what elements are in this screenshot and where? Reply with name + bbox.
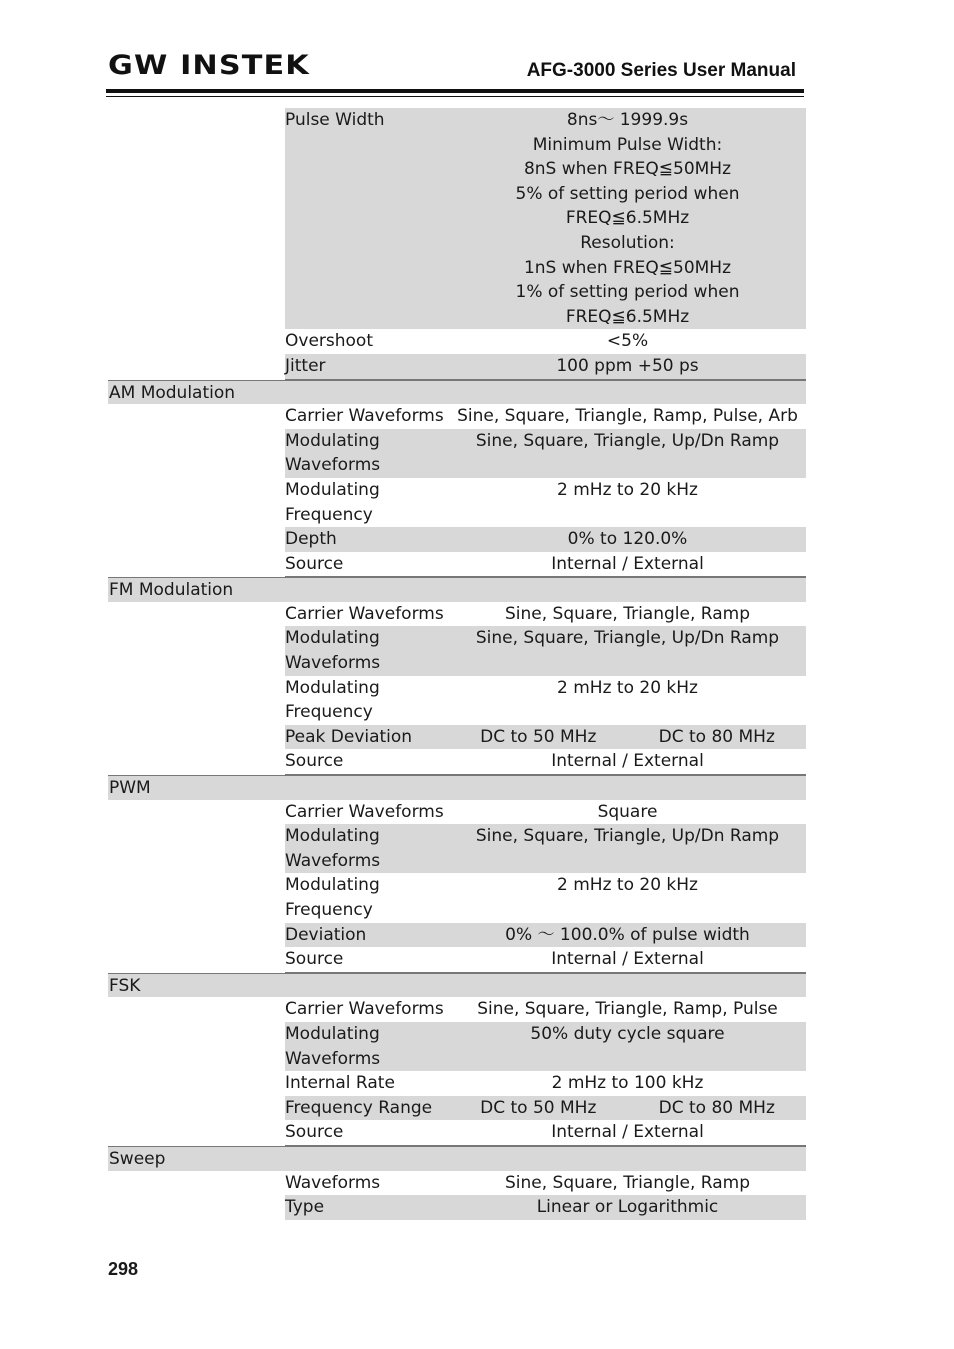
parameter-name: Source	[285, 749, 449, 775]
spec-row	[108, 923, 806, 948]
parameter-value: 100 ppm +50 ps	[449, 354, 806, 380]
brand-logo: GW INSTEK	[108, 50, 310, 81]
spec-row	[108, 1071, 806, 1096]
row-indent	[108, 923, 285, 948]
spec-row	[108, 1195, 806, 1220]
document-title: AFG-3000 Series User Manual	[526, 60, 796, 81]
parameter-name: Modulating Frequency	[285, 677, 380, 723]
spec-row	[108, 947, 806, 973]
spec-row	[108, 404, 806, 429]
parameter-value: Sine, Square, Triangle, Up/Dn Ramp	[449, 824, 806, 873]
header-rule-thin	[106, 96, 804, 97]
spec-row	[108, 749, 806, 775]
row-indent	[108, 1120, 285, 1146]
parameter-value: 0% to 120.0%	[449, 527, 806, 552]
parameter-value: Sine, Square, Triangle, Ramp, Pulse	[477, 999, 778, 1020]
parameter-name: Pulse Width	[285, 108, 449, 329]
row-indent	[108, 725, 285, 750]
row-indent	[108, 873, 285, 922]
parameter-values	[449, 1096, 806, 1121]
parameter-value: Internal / External	[449, 749, 806, 775]
parameter-name: Source	[285, 1120, 449, 1146]
spec-row	[108, 354, 806, 380]
spec-row	[108, 676, 806, 725]
spec-row	[108, 478, 806, 527]
parameter-value: Sine, Square, Triangle, Ramp	[505, 1172, 750, 1193]
row-indent	[108, 824, 285, 873]
spec-row	[108, 997, 806, 1022]
spec-row	[108, 800, 806, 825]
spec-table	[108, 108, 806, 1220]
parameter-values	[449, 725, 806, 750]
parameter-value: Sine, Square, Triangle, Ramp	[505, 603, 750, 624]
parameter-name: Carrier Waveforms	[285, 999, 444, 1020]
parameter-value: Sine, Square, Triangle, Up/Dn Ramp	[449, 429, 806, 478]
row-indent	[108, 947, 285, 973]
spec-row	[108, 552, 806, 578]
parameter-name: Source	[285, 552, 449, 578]
section-header: FM Modulation	[108, 577, 806, 602]
parameter-value-model-b: DC to 80 MHz	[658, 1097, 775, 1118]
parameter-value: 50% duty cycle square	[449, 1022, 806, 1071]
parameter-value: 0% ～ 100.0% of pulse width	[449, 923, 806, 948]
spec-row	[108, 602, 806, 627]
spec-row	[108, 527, 806, 552]
parameter-value: 2 mHz to 20 kHz	[557, 875, 698, 896]
section-header: PWM	[108, 775, 806, 800]
parameter-value: Square	[597, 801, 658, 822]
row-indent	[108, 1071, 285, 1096]
row-indent	[108, 602, 285, 627]
parameter-name: Modulating Waveforms	[285, 429, 449, 478]
row-indent	[108, 329, 285, 354]
parameter-value: Sine, Square, Triangle, Up/Dn Ramp	[449, 626, 806, 675]
parameter-name: Type	[285, 1195, 449, 1220]
parameter-name: Modulating Frequency	[285, 479, 380, 525]
parameter-value: <5%	[606, 331, 649, 352]
spec-row	[108, 329, 806, 354]
parameter-name: Overshoot	[285, 331, 373, 352]
parameter-value: 8ns～ 1999.9s Minimum Pulse Width: 8nS when FREQ≦50MHz 5% of setting period when FREQ≦6.5MHz Resolution: 1nS when FREQ≦50MHz 1% of setting period when FREQ≦6.5MHz	[449, 108, 806, 329]
parameter-name: Deviation	[285, 923, 449, 948]
parameter-value-model-b: DC to 80 MHz	[658, 726, 775, 747]
row-indent	[108, 1171, 285, 1196]
row-indent	[108, 552, 285, 578]
parameter-name: Modulating Waveforms	[285, 824, 449, 873]
row-indent	[108, 626, 285, 675]
section-header: Sweep	[108, 1146, 806, 1171]
row-indent	[108, 527, 285, 552]
row-indent	[108, 1022, 285, 1071]
parameter-name: Carrier Waveforms	[285, 801, 444, 822]
spec-row	[108, 429, 806, 478]
parameter-name: Internal Rate	[285, 1073, 395, 1094]
parameter-name: Modulating Waveforms	[285, 626, 449, 675]
spec-row	[108, 108, 806, 329]
section-header: FSK	[108, 973, 806, 998]
spec-row	[108, 626, 806, 675]
row-indent	[108, 354, 285, 380]
parameter-name: Modulating Waveforms	[285, 1022, 449, 1071]
parameter-value-model-a: DC to 50 MHz	[480, 1097, 597, 1118]
row-indent	[108, 997, 285, 1022]
parameter-value-model-a: DC to 50 MHz	[480, 726, 597, 747]
parameter-value: 2 mHz to 20 kHz	[557, 677, 698, 698]
header-rule-thick	[106, 89, 804, 93]
parameter-name: Carrier Waveforms	[285, 406, 444, 427]
spec-row	[108, 1022, 806, 1071]
parameter-value: Internal / External	[449, 552, 806, 578]
spec-row	[108, 1120, 806, 1146]
parameter-value: Internal / External	[449, 1120, 806, 1146]
parameter-value: Linear or Logarithmic	[449, 1195, 806, 1220]
parameter-name: Waveforms	[285, 1172, 381, 1193]
spec-row	[108, 824, 806, 873]
parameter-name: Source	[285, 947, 449, 973]
parameter-value: Internal / External	[449, 947, 806, 973]
row-indent	[108, 1195, 285, 1220]
parameter-name: Peak Deviation	[285, 725, 449, 750]
parameter-name: Frequency Range	[285, 1096, 449, 1121]
row-indent	[108, 749, 285, 775]
row-indent	[108, 108, 285, 329]
parameter-name: Carrier Waveforms	[285, 603, 444, 624]
spec-row	[108, 1096, 806, 1121]
row-indent	[108, 1096, 285, 1121]
parameter-name: Depth	[285, 527, 449, 552]
spec-row	[108, 873, 806, 922]
parameter-value: 2 mHz to 20 kHz	[557, 479, 698, 500]
spec-row	[108, 725, 806, 750]
row-indent	[108, 478, 285, 527]
page-number: 298	[108, 1259, 139, 1279]
row-indent	[108, 800, 285, 825]
row-indent	[108, 429, 285, 478]
parameter-name: Jitter	[285, 354, 449, 380]
row-indent	[108, 404, 285, 429]
parameter-value: Sine, Square, Triangle, Ramp, Pulse, Arb	[457, 406, 798, 427]
spec-row	[108, 1171, 806, 1196]
parameter-value: 2 mHz to 100 kHz	[551, 1073, 704, 1094]
section-header: AM Modulation	[108, 380, 806, 405]
row-indent	[108, 676, 285, 725]
parameter-name: Modulating Frequency	[285, 875, 380, 920]
